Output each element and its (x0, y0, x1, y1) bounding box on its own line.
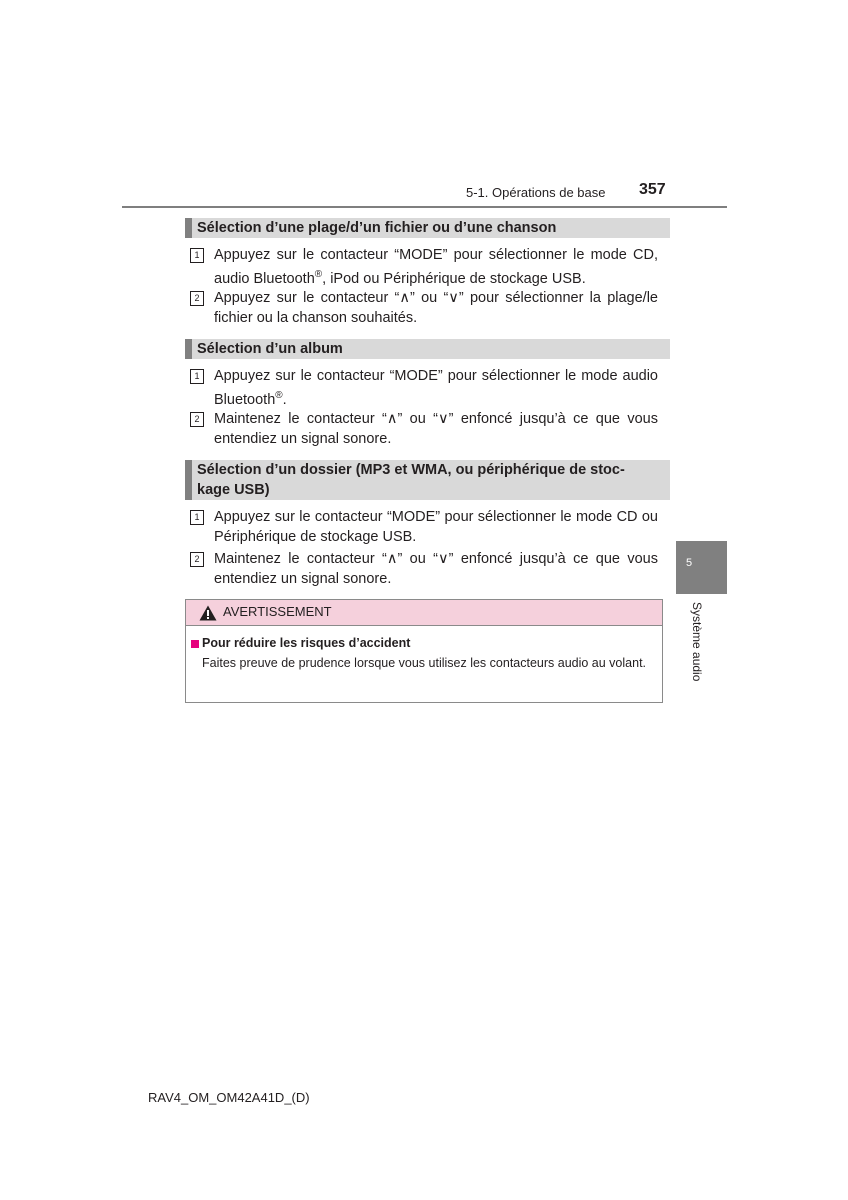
page-number: 357 (639, 181, 666, 198)
section-heading-line: kage USB) (197, 482, 270, 498)
step-text: Maintenez le contacteur “∧” ou “∨” enfoncé jusqu’à ce que vous entendiez un signal sonore. (214, 551, 658, 587)
step-item (190, 245, 658, 289)
section-heading-album (185, 339, 670, 359)
section-title: 5-1. Opérations de base (466, 185, 606, 200)
chapter-tab (676, 541, 727, 594)
step-text: Appuyez sur le contacteur “MODE” pour sélectionner le mode CD, audio Bluetooth®, iPod ou Périphérique de stockage USB. (214, 247, 658, 287)
step-number: 1 (190, 510, 204, 525)
chapter-number: 5 (686, 557, 693, 569)
step-number: 2 (190, 412, 204, 427)
step-number: 1 (190, 248, 204, 263)
footer-code: RAV4_OM_OM42A41D_(D) (148, 1090, 310, 1105)
warning-bullet-icon (191, 640, 199, 648)
step-item (190, 507, 658, 547)
chapter-label: Système audio (690, 602, 704, 682)
warning-body: Faites preuve de prudence lorsque vous utilisez les contacteurs audio au volant. (202, 656, 647, 670)
step-number: 2 (190, 291, 204, 306)
warning-title: AVERTISSEMENT (223, 604, 332, 619)
header-divider (122, 206, 727, 208)
warning-header (186, 600, 662, 626)
step-number: 1 (190, 369, 204, 384)
step-text: Appuyez sur le contacteur “MODE” pour sélectionner le mode CD ou Périphérique de stockage USB. (214, 509, 658, 545)
step-text: Appuyez sur le contacteur “MODE” pour sélectionner le mode audio Bluetooth®. (214, 368, 658, 408)
warning-triangle-icon (199, 605, 217, 621)
warning-subtitle: Pour réduire les risques d’accident (202, 636, 411, 650)
section-heading-folder (185, 460, 670, 500)
step-item (190, 366, 658, 410)
warning-box (185, 599, 663, 703)
step-item (190, 549, 658, 589)
step-text: Maintenez le contacteur “∧” ou “∨” enfoncé jusqu’à ce que vous entendiez un signal sonore. (214, 411, 658, 447)
step-item (190, 288, 658, 328)
section-heading-track (185, 218, 670, 238)
section-heading-text: Sélection d’un album (197, 341, 343, 357)
step-text: Appuyez sur le contacteur “∧” ou “∨” pour sélectionner la plage/le fichier ou la chanson souhaités. (214, 290, 658, 326)
step-item (190, 409, 658, 449)
section-heading-line: Sélection d’un dossier (MP3 et WMA, ou périphérique de stoc- (197, 462, 625, 478)
step-number: 2 (190, 552, 204, 567)
section-heading-text: Sélection d’une plage/d’un fichier ou d’une chanson (197, 220, 557, 236)
